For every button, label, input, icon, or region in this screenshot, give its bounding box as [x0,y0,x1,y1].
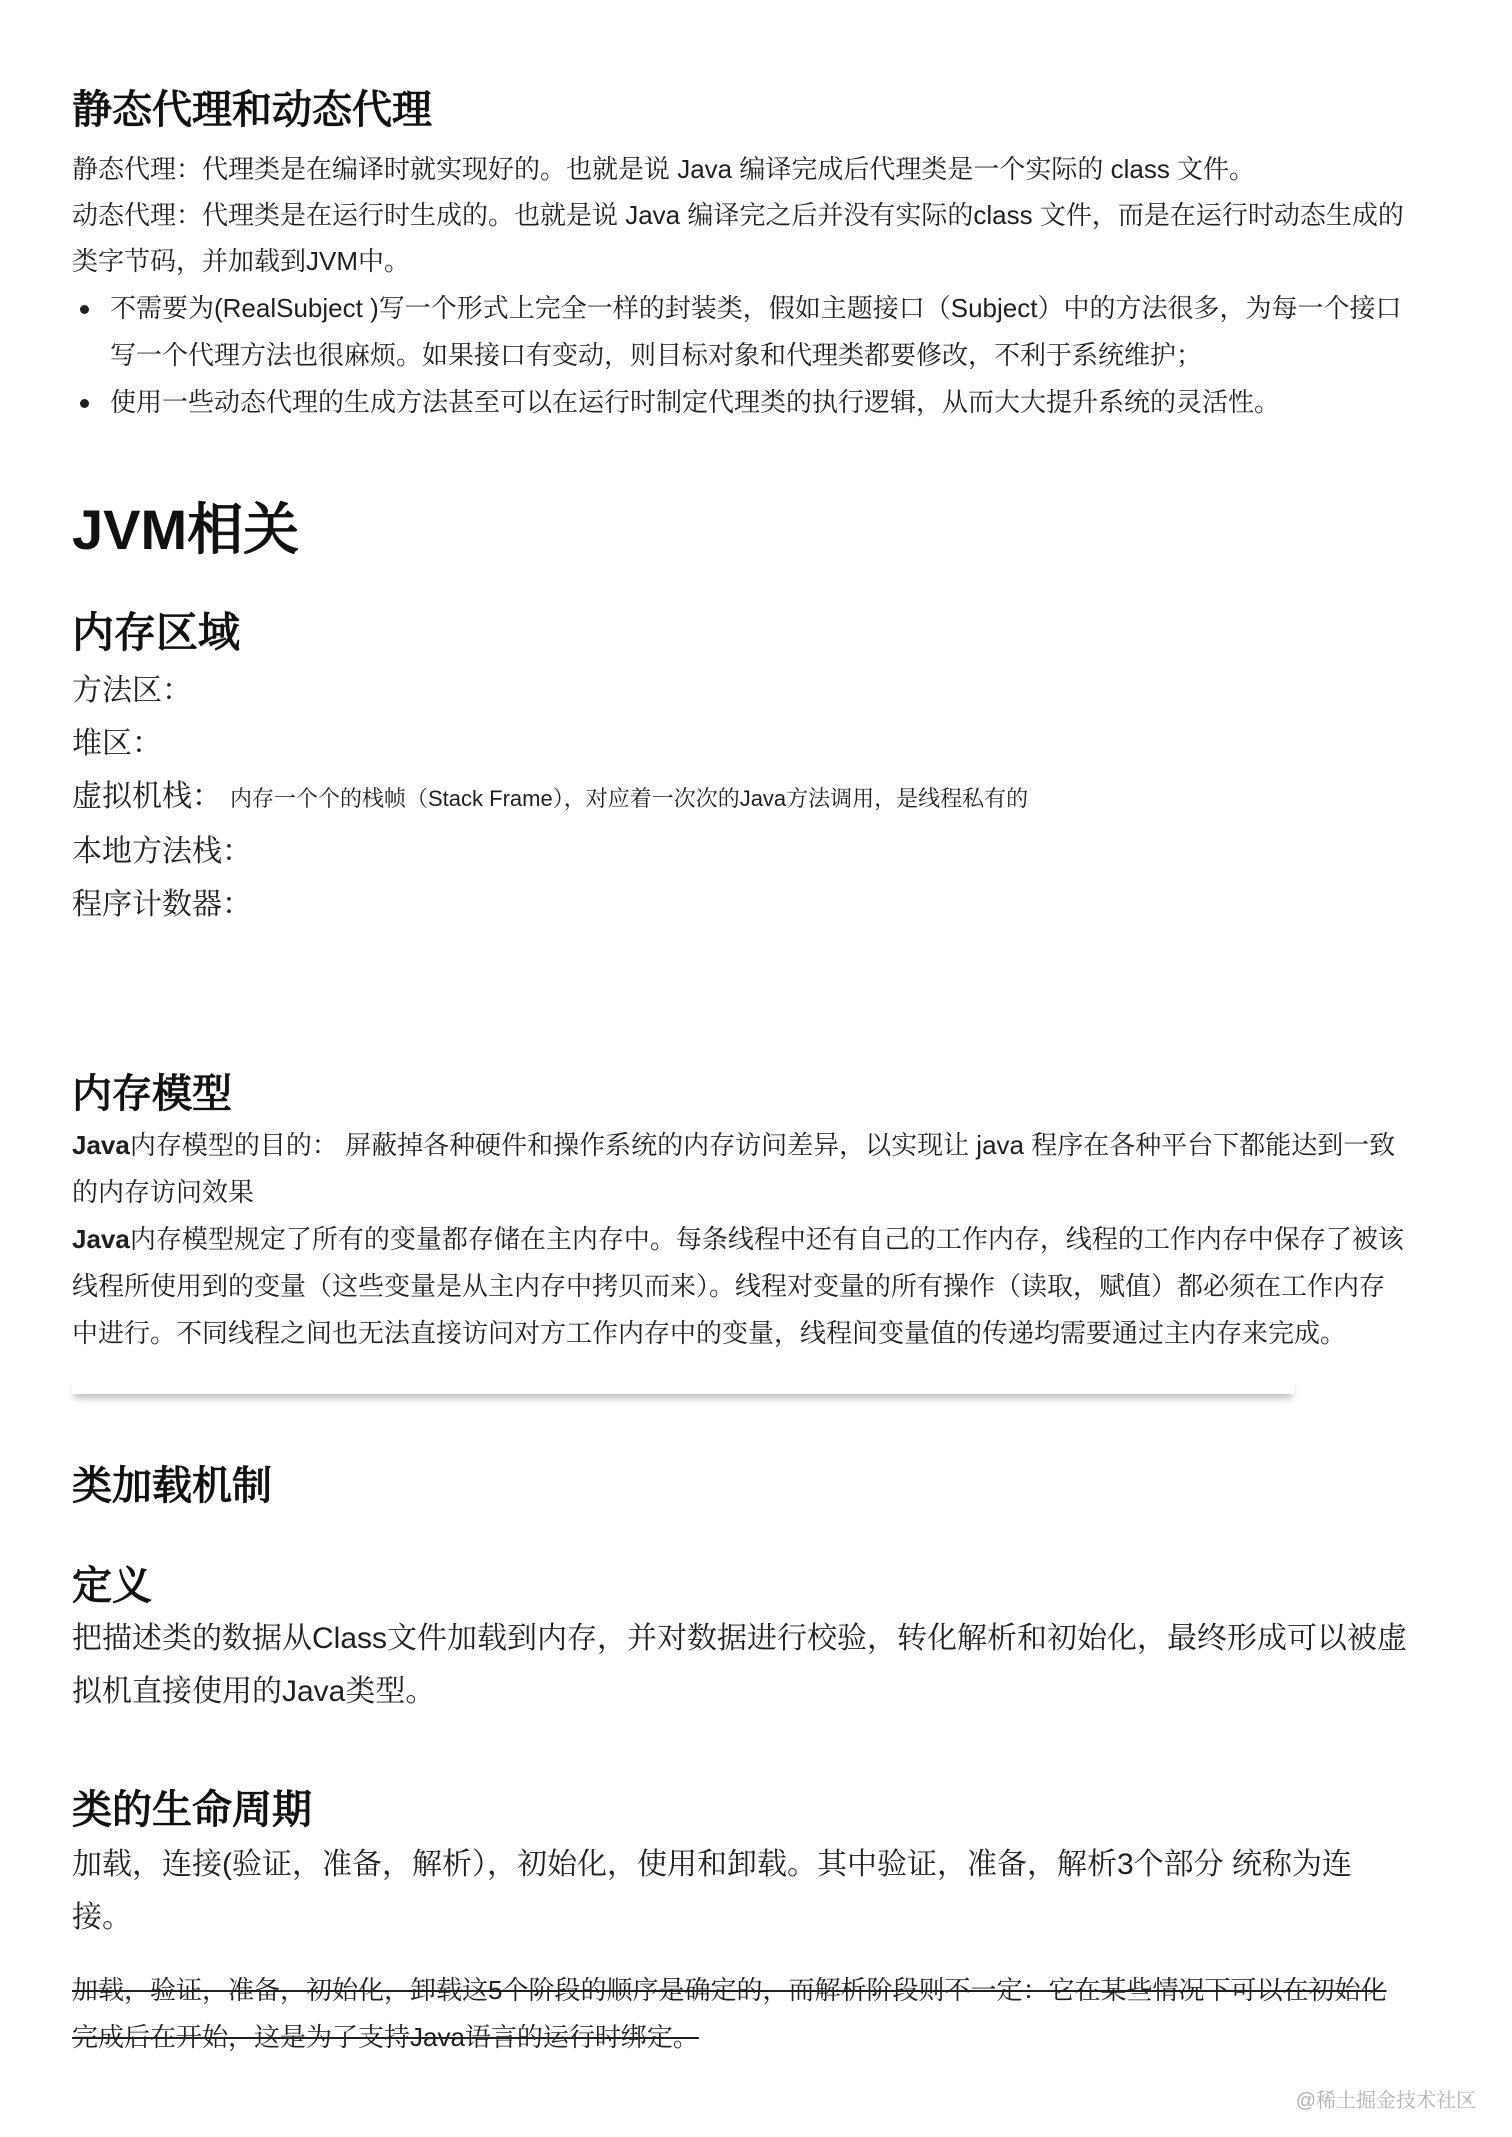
jvm-section-title: JVM相关 [72,498,300,561]
lifecycle-body [72,1838,1452,1944]
memory-model-p1-line1 [72,1122,1452,1169]
memory-model-title: 内存模型 [72,1072,232,1116]
definition-line1: 把描述类的数据从Class文件加载到内存，并对数据进行校验，转化解析和初始化，最终形成可以被虚 [72,1622,1408,1655]
watermark-text: @稀土掘金技术社区 [1295,2090,1476,2112]
lifecycle-strike-line2: 完成后在开始，这是为了支持Java语言的运行时绑定。 [72,2022,699,2052]
memory-model-p2-line1 [72,1216,1452,1263]
memory-area-label: 虚拟机栈： [72,780,222,813]
memory-model-body [72,1122,1452,1357]
proxy-bullet-list [72,285,1452,426]
memory-model-p2-line2: 线程所使用到的变量（这些变量是从主内存中拷贝而来）。线程对变量的所有操作（读取，赋值）都必须在工作内存 [72,1271,1386,1301]
lifecycle-line1: 加载，连接(验证，准备，解析），初始化，使用和卸载。其中验证，准备，解析3个部分 统称为连 [72,1848,1353,1881]
memory-model-p1-text: 内存模型的目的： 屏蔽掉各种硬件和操作系统的内存访问差异，以实现让 java 程序在各种平台下都能达到一致 [129,1130,1396,1160]
bullet-line: 不需要为(RealSubject )写一个形式上完全一样的封装类，假如主题接口（Subject）中的方法很多，为每一个接口 [110,293,1402,323]
lifecycle-strike-line1: 加载，验证，准备，初始化，卸载这5个阶段的顺序是确定的，而解析阶段则不一定：它在某些情况下可以在初始化 [72,1975,1387,2005]
definition-line2: 拟机直接使用的Java类型。 [72,1675,436,1708]
list-item [72,379,1452,426]
list-item [72,285,1452,379]
java-keyword: Java [72,1130,130,1160]
memory-area-label: 程序计数器： [72,888,252,921]
memory-model-p2-line3: 中进行。不同线程之间也无法直接访问对方工作内存中的变量，线程间变量值的传递均需要通过主内存来完成。 [72,1318,1347,1348]
lifecycle-line2: 接。 [72,1901,132,1934]
memory-area-title: 内存区域 [72,609,241,656]
memory-model-p2-text: 内存模型规定了所有的变量都存储在主内存中。每条线程中还有自己的工作内存，线程的工作内存中保存了被该 [129,1224,1404,1254]
dynamic-proxy-text-line1: 动态代理：代理类是在运行时生成的。也就是说 Java 编译完之后并没有实际的class 文件，而是在运行时动态生成的 [72,200,1404,230]
definition-title: 定义 [72,1564,152,1608]
memory-area-item [72,825,1028,878]
embedded-image-placeholder [72,1378,1294,1394]
bullet-line: 使用一些动态代理的生成方法甚至可以在运行时制定代理类的执行逻辑，从而大大提升系统的灵活性。 [110,387,1281,417]
memory-area-label: 堆区： [72,727,162,760]
memory-model-p1-line2: 的内存访问效果 [72,1177,255,1207]
memory-area-item [72,878,1028,931]
jvm-stack-note: 内存一个个的栈帧（Stack Frame），对应着一次次的Java方法调用，是线程私有的 [230,786,1029,811]
dynamic-proxy-text-line2: 类字节码，并加载到JVM中。 [72,246,411,276]
bullet-line: 写一个代理方法也很麻烦。如果接口有变动，则目标对象和代理类都要修改，不利于系统维护； [110,340,1203,370]
lifecycle-title: 类的生命周期 [72,1788,312,1832]
memory-area-item [72,717,1028,770]
java-keyword: Java [72,1224,130,1254]
memory-area-item [72,770,1028,825]
memory-area-list [72,664,1028,931]
class-loading-title: 类加载机制 [72,1464,272,1508]
memory-area-label: 方法区： [72,674,192,707]
memory-area-item [72,664,1028,717]
memory-area-label: 本地方法栈： [72,835,252,868]
definition-body [72,1612,1452,1718]
lifecycle-strike-body [72,1967,1452,2061]
proxy-section-title: 静态代理和动态代理 [72,88,432,132]
static-proxy-text: 静态代理：代理类是在编译时就实现好的。也就是说 Java 编译完成后代理类是一个实际的 class 文件。 [72,154,1256,184]
